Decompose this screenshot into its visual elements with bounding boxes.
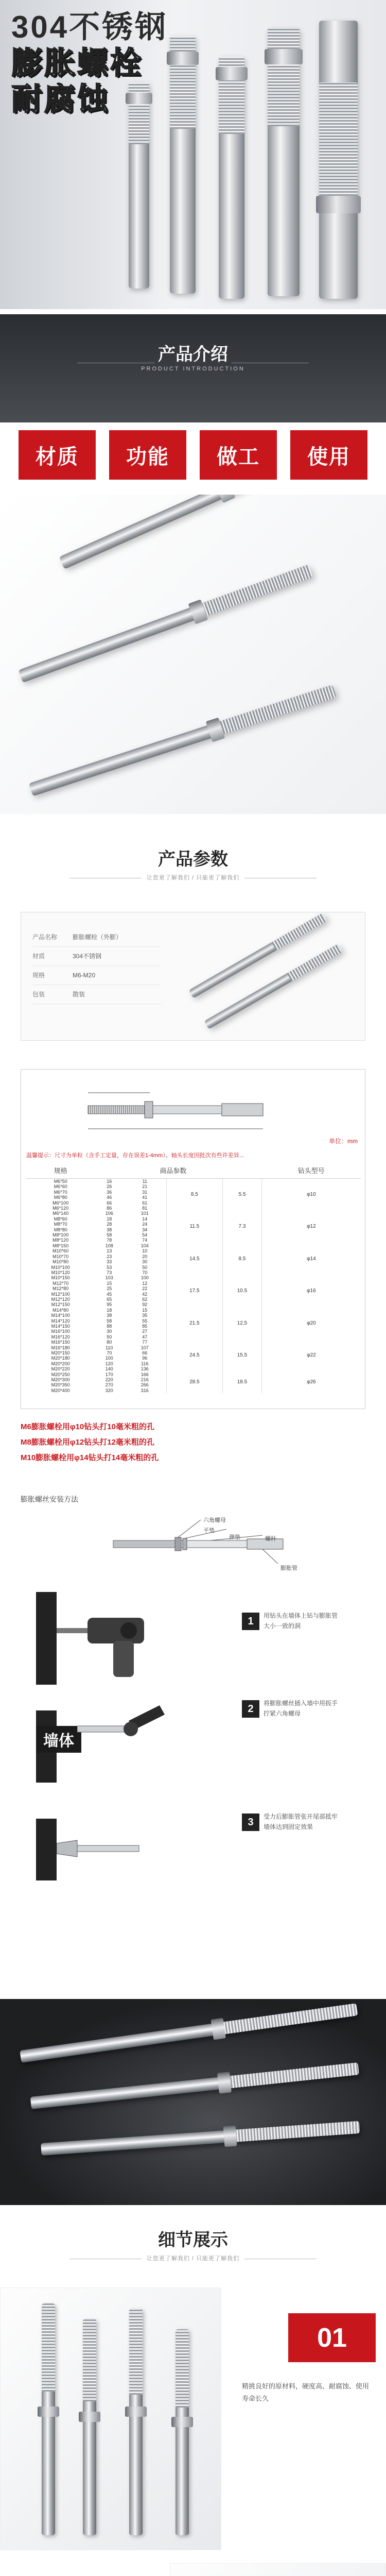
hero-bolt-1 — [170, 36, 196, 294]
cell-a: 33 — [107, 1259, 112, 1265]
note-line: M10膨胀螺栓用φ14钻头打14毫米粗的孔 — [21, 1453, 159, 1462]
cell-a: 95 — [107, 1302, 112, 1308]
intro-title: 产品介绍 — [158, 345, 228, 364]
cell-b: 266 — [141, 1382, 149, 1388]
cell-spec: M12*100 — [51, 1291, 70, 1297]
cell-spec: M8*150 — [52, 1243, 69, 1248]
cell-a: 26 — [107, 1184, 112, 1190]
photo-bolt-3 — [41, 2121, 360, 2156]
cell-b: 136 — [141, 1366, 149, 1372]
cell-spec: M20*200 — [51, 1361, 70, 1366]
expanded-bolt-illustration — [57, 1834, 149, 1865]
cell-group-c1: 28.5 — [166, 1372, 223, 1394]
cell-spec: M10*70 — [52, 1253, 69, 1259]
part-label-rod: 螺杆 — [265, 1536, 276, 1542]
cell-a: 110 — [106, 1345, 113, 1350]
param-row: 包装 散装 — [32, 985, 161, 1004]
hero-title-line3: 耐腐蚀 — [11, 82, 110, 116]
cell-group-c3: φ26 — [261, 1372, 361, 1394]
cell-a: 46 — [107, 1195, 112, 1200]
cell-b: 74 — [142, 1238, 148, 1243]
cell-group-c3: φ22 — [261, 1340, 361, 1371]
cell-spec: M6*70 — [54, 1189, 67, 1195]
cell-b: 66 — [142, 1350, 148, 1355]
table-row — [26, 1372, 361, 1377]
cell-b: 62 — [142, 1296, 148, 1302]
cell-b: 21 — [142, 1184, 148, 1190]
cell-b: 107 — [141, 1345, 149, 1350]
params-header — [0, 845, 386, 882]
cell-a: 100 — [105, 1355, 113, 1361]
cell-a: 170 — [105, 1371, 113, 1377]
cell-spec: M14*150 — [51, 1323, 70, 1329]
table-row — [26, 1211, 361, 1216]
cell-b: 92 — [142, 1302, 148, 1308]
cell-spec: M6*100 — [52, 1200, 69, 1206]
cell-a: 80 — [107, 1340, 112, 1345]
wall-label: 墙体 — [36, 1726, 81, 1753]
tag-function: 功能 — [109, 430, 186, 480]
cell-b: 96 — [142, 1355, 148, 1361]
hero-banner — [0, 0, 386, 309]
cell-a: 78 — [107, 1238, 112, 1243]
col-header: 规格 — [26, 1162, 95, 1179]
cell-group-c2: 8.5 — [223, 1243, 262, 1275]
cell-b: 11 — [142, 1179, 147, 1184]
part-label-nut: 六角螺母 — [203, 1517, 226, 1523]
cell-a: 65 — [107, 1296, 112, 1302]
cell-spec: M20*220 — [51, 1366, 70, 1372]
cell-b: 12 — [142, 1280, 148, 1286]
tag-material: 材质 — [19, 430, 96, 480]
cell-b: 31 — [142, 1189, 148, 1195]
cell-a: 36 — [107, 1189, 112, 1195]
cell-group-c1: 14.5 — [166, 1243, 223, 1275]
diag-bolt-1 — [59, 495, 328, 569]
detail-photo-2 — [170, 2563, 386, 2576]
param-list — [32, 928, 161, 1004]
cell-b: 70 — [142, 1269, 148, 1275]
photo-bolt-2 — [30, 2062, 359, 2109]
v-bolt — [42, 2303, 55, 2535]
table-row — [26, 1308, 361, 1313]
cell-spec: M20*150 — [51, 1350, 70, 1355]
part-label-spring: 弹垫 — [229, 1534, 240, 1540]
table-row — [26, 1243, 361, 1248]
cell-spec: M12*150 — [51, 1302, 70, 1308]
v-bolt — [83, 2319, 96, 2535]
cell-group-c2: 12.5 — [223, 1308, 262, 1340]
cell-b: 20 — [142, 1253, 148, 1259]
table-row — [26, 1340, 361, 1345]
cell-a: 103 — [105, 1275, 113, 1281]
tag-usage: 使用 — [290, 430, 367, 480]
cell-a: 270 — [105, 1382, 113, 1388]
cell-spec: M20*250 — [51, 1371, 70, 1377]
col-header — [95, 1162, 124, 1179]
cell-b: 54 — [142, 1232, 148, 1238]
cell-b: 30 — [142, 1259, 148, 1265]
cell-a: 108 — [105, 1243, 113, 1248]
hero-bolt-4 — [319, 21, 358, 299]
warn-text: 温馨提示：尺寸为单粒（含手工定量，存在误差1-4mm）。轴头长度因批次有些许差异... — [26, 1153, 244, 1159]
cell-a: 220 — [105, 1377, 113, 1383]
cell-spec: M16*120 — [51, 1334, 70, 1340]
cell-a: 58 — [107, 1232, 112, 1238]
cell-spec: M10*100 — [51, 1264, 70, 1270]
col-header: 钻头型号 — [261, 1162, 361, 1179]
cell-b: 101 — [141, 1211, 149, 1216]
cell-group-c2: 15.5 — [223, 1340, 262, 1371]
note-line: M6膨胀螺栓用φ10钻头打10毫米粗的孔 — [21, 1422, 154, 1431]
cell-b: 35 — [142, 1313, 148, 1318]
step-text-1: 用钻头在墙体上钻与膨胀管大小一致的洞 — [264, 1612, 338, 1630]
diag-bolt-2 — [19, 565, 313, 683]
wrench-illustration — [77, 1700, 180, 1762]
cell-spec: M16*100 — [51, 1329, 70, 1334]
cell-spec: M8*70 — [54, 1222, 67, 1227]
cell-spec: M10*120 — [51, 1269, 70, 1275]
spec-table — [26, 1162, 361, 1393]
cell-group-c3: φ20 — [261, 1308, 361, 1340]
cell-a: 140 — [105, 1366, 113, 1372]
cell-b: 116 — [141, 1361, 149, 1366]
col-header: 商品参数 — [124, 1162, 223, 1179]
table-row — [26, 1179, 361, 1184]
detail-num-1: 01 — [288, 2313, 376, 2362]
cell-a: 58 — [107, 1318, 112, 1324]
detail-text-1: 精挑良好的原材料，硬度高、耐腐蚀、使用寿命长久 — [242, 2382, 370, 2402]
cell-spec: M14*120 — [51, 1318, 70, 1324]
params-title: 产品参数 — [158, 850, 228, 869]
cell-a: 70 — [107, 1350, 112, 1355]
cell-b: 22 — [142, 1286, 148, 1292]
cell-spec: M20*300 — [51, 1377, 70, 1383]
cell-spec: M16*150 — [51, 1340, 70, 1345]
cell-a: 38 — [107, 1313, 112, 1318]
param-row: 材质 304不锈钢 — [32, 947, 161, 966]
cell-b: 24 — [142, 1222, 148, 1227]
cell-a: 28 — [107, 1222, 112, 1227]
wall-1 — [36, 1592, 57, 1685]
cell-b: 15 — [142, 1307, 148, 1313]
detail-photo-1 — [0, 2287, 221, 2550]
cell-b: 50 — [142, 1264, 148, 1270]
drill-illustration — [57, 1602, 165, 1680]
cell-group-c3: φ14 — [261, 1243, 361, 1275]
cell-b: 47 — [142, 1334, 148, 1340]
step-num-1: 1 — [242, 1613, 259, 1630]
cell-spec: M10*80 — [52, 1259, 69, 1265]
cell-a: 88 — [107, 1323, 112, 1329]
drill-notes — [21, 1419, 159, 1466]
cell-b: 27 — [142, 1329, 148, 1334]
cell-a: 106 — [105, 1211, 113, 1216]
v-bolt — [129, 2309, 143, 2535]
install-title: 膨胀螺丝安装方法 — [21, 1495, 78, 1503]
cell-spec: M12*70 — [52, 1280, 69, 1286]
cell-a: 18 — [107, 1216, 112, 1222]
cell-a: 15 — [107, 1280, 112, 1286]
cell-b: 216 — [141, 1377, 149, 1383]
cell-spec: M8*120 — [52, 1238, 69, 1243]
cell-spec: M10*60 — [52, 1248, 69, 1254]
cell-b: 14 — [142, 1216, 148, 1222]
hero-title-line1: 304不锈钢 — [11, 10, 168, 44]
hero-bolt-3 — [268, 28, 300, 296]
detail-title: 细节展示 — [158, 2230, 228, 2250]
cell-a: 23 — [107, 1253, 112, 1259]
cell-b: 85 — [142, 1323, 148, 1329]
intro-product-image — [0, 495, 386, 814]
cell-a: 53 — [107, 1264, 112, 1270]
cell-spec: M20*400 — [51, 1387, 70, 1393]
cell-a: 320 — [105, 1387, 113, 1393]
detail-header — [0, 2226, 386, 2262]
cell-spec: M10*150 — [51, 1275, 70, 1281]
photo-bolt-1 — [20, 2003, 358, 2063]
cell-spec: M20*350 — [51, 1382, 70, 1388]
cell-group-c3: φ10 — [261, 1179, 361, 1211]
cell-b: 34 — [142, 1227, 148, 1232]
cell-group-c1: 24.5 — [166, 1340, 223, 1371]
v-bolt — [176, 2329, 189, 2535]
hero-bolt-2 — [219, 57, 244, 299]
table-row — [26, 1275, 361, 1280]
spec-table-panel — [21, 1069, 365, 1409]
cell-a: 50 — [107, 1334, 112, 1340]
cell-group-c1: 21.5 — [166, 1308, 223, 1340]
param-row: 规格 M6-M20 — [32, 966, 161, 985]
cell-b: 77 — [142, 1340, 148, 1345]
cell-spec: M6*140 — [52, 1211, 69, 1216]
param-bolt-2 — [204, 944, 343, 1029]
bolt-dimension-drawing — [67, 1080, 289, 1142]
cell-b: 42 — [142, 1291, 148, 1297]
intro-subtitle: PRODUCT INTRODUCTION — [141, 366, 245, 372]
cell-spec: M12*120 — [51, 1296, 70, 1302]
part-label-washer: 平垫 — [203, 1528, 215, 1534]
cell-spec: M12*80 — [52, 1286, 69, 1292]
note-line: M8膨胀螺栓用φ12钻头打12毫米粗的孔 — [21, 1438, 154, 1447]
cell-spec: M20*180 — [51, 1355, 70, 1361]
cell-a: 45 — [107, 1291, 112, 1297]
cell-b: 100 — [141, 1275, 149, 1281]
step-text-2: 将膨胀螺丝插入墙中用扳手拧紧六角螺母 — [264, 1700, 338, 1717]
col-header — [223, 1162, 262, 1179]
cell-spec: M6*60 — [54, 1184, 67, 1190]
cell-a: 66 — [107, 1200, 112, 1206]
cell-b: 104 — [141, 1243, 149, 1248]
hero-bolt-5 — [129, 82, 149, 289]
cell-spec: M14*80 — [52, 1307, 69, 1313]
cell-a: 30 — [107, 1329, 112, 1334]
cell-spec: M8*80 — [54, 1227, 67, 1232]
param-row: 产品名称 膨胀螺栓（外膨） — [32, 928, 161, 947]
cell-group-c2: 7.3 — [223, 1211, 262, 1243]
step-num-2: 2 — [242, 1700, 259, 1718]
cell-b: 81 — [142, 1206, 148, 1211]
cell-a: 16 — [107, 1179, 112, 1184]
detail-subtitle: 让您更了解我们 / 只能更了解我们 — [0, 2254, 386, 2262]
cell-a: 86 — [107, 1206, 112, 1211]
cell-b: 61 — [142, 1200, 148, 1206]
feature-tags — [0, 430, 386, 487]
cell-group-c3: φ12 — [261, 1211, 361, 1243]
part-label-sleeve: 膨胀管 — [280, 1565, 297, 1571]
hero-title-line2: 膨胀螺栓 — [11, 46, 143, 80]
cell-b: 166 — [141, 1371, 149, 1377]
cell-spec: M6*50 — [54, 1179, 67, 1184]
params-subtitle: 让您更了解我们 / 只能更了解我们 — [0, 873, 386, 882]
intro-header-band — [0, 314, 386, 422]
cell-group-c1: 8.5 — [166, 1179, 223, 1211]
cell-group-c2: 10.5 — [223, 1275, 262, 1307]
cell-b: 41 — [142, 1195, 148, 1200]
param-bolt-1 — [189, 913, 327, 998]
cell-group-c1: 11.5 — [166, 1211, 223, 1243]
cell-spec: M8*60 — [54, 1216, 67, 1222]
cell-spec: M16*180 — [51, 1345, 70, 1350]
cell-a: 25 — [107, 1286, 112, 1292]
cell-a: 120 — [105, 1361, 113, 1366]
cell-b: 316 — [141, 1387, 149, 1393]
diag-bolt-3 — [29, 685, 337, 796]
cell-a: 13 — [107, 1248, 112, 1254]
cell-group-c3: φ16 — [261, 1275, 361, 1307]
cell-a: 73 — [107, 1269, 112, 1275]
cell-spec: M8*100 — [52, 1232, 69, 1238]
step-num-3: 3 — [242, 1814, 259, 1831]
cell-group-c2: 5.5 — [223, 1179, 262, 1211]
cell-spec: M14*100 — [51, 1313, 70, 1318]
cell-group-c2: 18.5 — [223, 1372, 262, 1394]
cell-b: 10 — [142, 1248, 148, 1254]
cell-b: 55 — [142, 1318, 148, 1324]
cell-spec: M6*120 — [52, 1206, 69, 1211]
cell-group-c1: 17.5 — [166, 1275, 223, 1307]
cell-a: 38 — [107, 1227, 112, 1232]
tag-craft: 做工 — [200, 430, 277, 480]
wall-3 — [36, 1819, 57, 1880]
param-box — [21, 912, 365, 1041]
cell-a: 18 — [107, 1307, 112, 1313]
step-text-3: 受力后膨胀管张开尾部抵牢墙体达到固定效果 — [264, 1813, 338, 1831]
dark-product-photo — [0, 1999, 386, 2205]
unit-label: 单位：mm — [329, 1138, 358, 1145]
cell-spec: M6*80 — [54, 1195, 67, 1200]
